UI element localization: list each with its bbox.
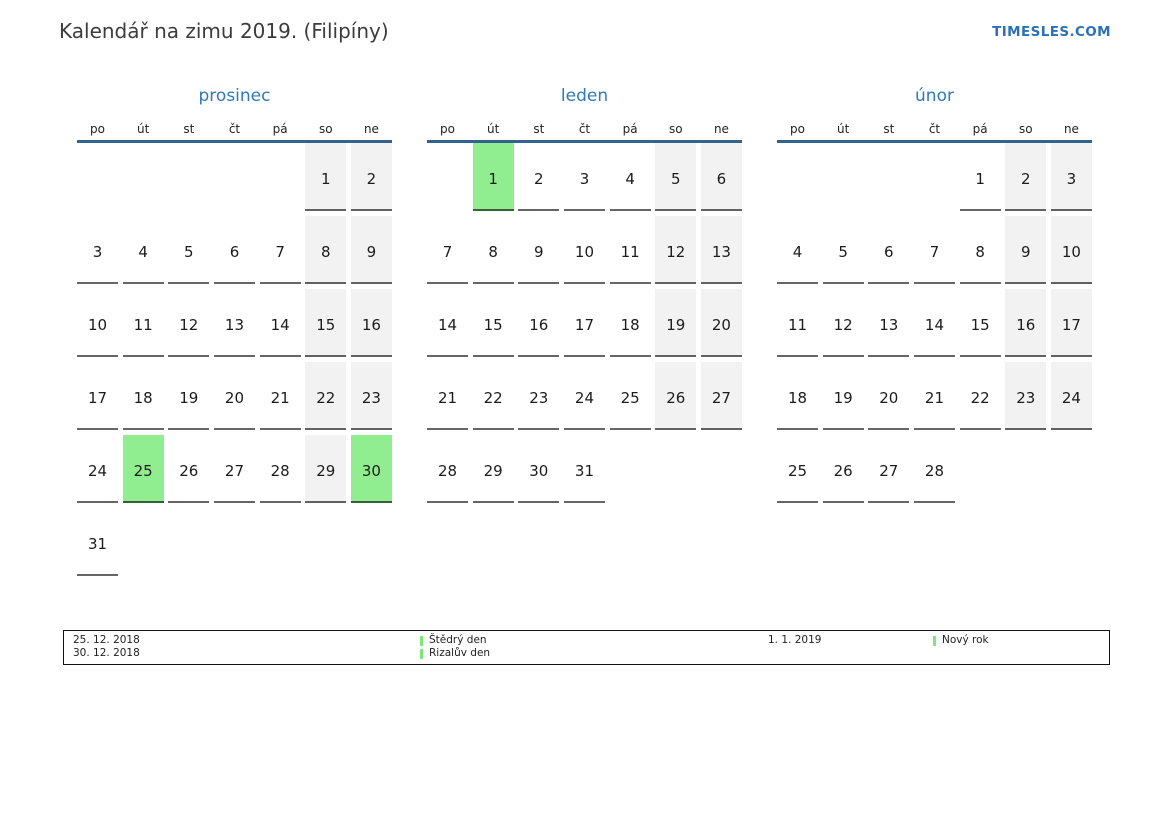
weekday-label: po [790,122,805,136]
day-cell: 12 [168,289,209,357]
weekend-day-cell: 1 [305,143,346,211]
empty-cell [1005,435,1046,503]
weekend-day-cell: 23 [351,362,392,430]
weekday-label: pá [972,122,988,136]
day-cell: 17 [77,362,118,430]
legend-events-column [420,634,490,660]
day-cell: 5 [823,216,864,284]
empty-cell [960,435,1001,503]
weekday-header-row [777,108,1092,143]
day-cell: 10 [564,216,605,284]
legend-box [63,630,1110,665]
legend-dates-column [768,634,821,647]
legend-date: 25. 12. 2018 [73,634,140,646]
day-cell: 18 [610,289,651,357]
weekday-label: ne [713,122,729,136]
weekday-label: út [837,122,850,136]
week-row [77,289,392,357]
day-cell: 24 [564,362,605,430]
weekend-day-cell: 19 [655,289,696,357]
empty-cell [701,435,742,503]
week-row [77,362,392,430]
day-cell: 8 [473,216,514,284]
week-row [427,143,742,211]
weekend-day-cell: 2 [351,143,392,211]
day-cell: 8 [960,216,1001,284]
weekend-day-cell: 9 [1005,216,1046,284]
day-cell: 21 [260,362,301,430]
day-cell: 14 [260,289,301,357]
weekend-day-cell: 16 [351,289,392,357]
empty-cell [914,143,955,211]
legend-color-bar [420,649,423,659]
day-cell: 23 [518,362,559,430]
empty-cell [260,143,301,211]
day-cell: 27 [868,435,909,503]
empty-cell [868,143,909,211]
weekend-day-cell: 5 [655,143,696,211]
month-title: leden [560,86,609,106]
day-cell: 4 [777,216,818,284]
weekend-day-cell: 12 [655,216,696,284]
month-calendar-prosinec [77,84,392,581]
page-title: Kalendář na zimu 2019. (Filipíny) [59,19,389,43]
weekday-label: st [883,122,895,136]
weekday-label: so [318,122,333,136]
day-cell: 2 [518,143,559,211]
day-cell: 18 [777,362,818,430]
weekend-day-cell: 10 [1051,216,1092,284]
day-cell: 5 [168,216,209,284]
empty-cell [305,508,346,576]
empty-cell [168,143,209,211]
empty-cell [777,143,818,211]
week-row [77,508,392,576]
weekday-label: pá [272,122,288,136]
empty-cell [351,508,392,576]
weekend-day-cell: 13 [701,216,742,284]
legend-event [420,634,490,647]
weekday-label: út [487,122,500,136]
day-cell: 12 [823,289,864,357]
legend-date: 30. 12. 2018 [73,647,140,659]
weekend-day-cell: 20 [701,289,742,357]
weekday-label: so [1018,122,1033,136]
weekend-day-cell: 6 [701,143,742,211]
day-cell: 22 [960,362,1001,430]
legend-date: 1. 1. 2019 [768,634,822,646]
day-cell: 26 [168,435,209,503]
month-title: prosinec [198,86,271,106]
weekend-day-cell: 23 [1005,362,1046,430]
day-cell: 27 [214,435,255,503]
weekend-day-cell: 15 [305,289,346,357]
weekday-label: ne [363,122,379,136]
weekend-day-cell: 22 [305,362,346,430]
day-cell: 13 [868,289,909,357]
weekday-label: ne [1063,122,1079,136]
empty-cell [123,508,164,576]
day-cell: 19 [168,362,209,430]
weekday-label: pá [622,122,638,136]
day-cell: 9 [518,216,559,284]
legend-event-label: Nový rok [942,634,989,646]
day-cell: 6 [868,216,909,284]
day-cell: 3 [77,216,118,284]
day-cell: 11 [610,216,651,284]
day-cell: 29 [473,435,514,503]
week-row [77,435,392,503]
week-row [427,216,742,284]
holiday-day-cell: 30 [351,435,392,503]
empty-cell [123,143,164,211]
weekend-day-cell: 24 [1051,362,1092,430]
weekday-label: po [90,122,105,136]
day-cell: 28 [427,435,468,503]
empty-cell [214,508,255,576]
day-cell: 11 [123,289,164,357]
legend-event-label: Štědrý den [429,634,487,646]
month-calendar-leden [427,84,742,508]
empty-cell [77,143,118,211]
weekend-day-cell: 27 [701,362,742,430]
day-cell: 6 [214,216,255,284]
day-cell: 19 [823,362,864,430]
empty-cell [168,508,209,576]
day-cell: 14 [914,289,955,357]
day-cell: 28 [260,435,301,503]
weekend-day-cell: 8 [305,216,346,284]
empty-cell [214,143,255,211]
legend-events-column [933,634,989,647]
legend-color-bar [933,636,936,646]
day-cell: 13 [214,289,255,357]
day-cell: 11 [777,289,818,357]
weekday-label: čt [578,122,591,136]
week-row [427,289,742,357]
day-cell: 26 [823,435,864,503]
legend-event-label: Rizalův den [429,647,491,659]
weekday-label: po [440,122,455,136]
legend-color-bar [420,636,423,646]
holiday-day-cell: 25 [123,435,164,503]
legend-event [420,647,490,660]
empty-cell [260,508,301,576]
day-cell: 1 [960,143,1001,211]
week-row [777,435,1092,503]
holiday-day-cell: 1 [473,143,514,211]
empty-cell [655,435,696,503]
week-row [777,143,1092,211]
week-row [427,362,742,430]
day-cell: 24 [77,435,118,503]
weekend-day-cell: 26 [655,362,696,430]
day-cell: 15 [960,289,1001,357]
weekend-day-cell: 29 [305,435,346,503]
day-cell: 25 [610,362,651,430]
weekday-header-row [77,108,392,143]
weekend-day-cell: 17 [1051,289,1092,357]
day-cell: 17 [564,289,605,357]
weekend-day-cell: 16 [1005,289,1046,357]
month-calendar-únor [777,84,1092,508]
empty-cell [823,143,864,211]
day-cell: 3 [564,143,605,211]
week-row [777,362,1092,430]
day-cell: 28 [914,435,955,503]
day-cell: 20 [868,362,909,430]
day-cell: 4 [123,216,164,284]
day-cell: 20 [214,362,255,430]
day-cell: 31 [564,435,605,503]
week-row [777,216,1092,284]
empty-cell [610,435,651,503]
day-cell: 18 [123,362,164,430]
day-cell: 30 [518,435,559,503]
weekend-day-cell: 2 [1005,143,1046,211]
day-cell: 7 [260,216,301,284]
day-cell: 31 [77,508,118,576]
day-cell: 15 [473,289,514,357]
day-cell: 22 [473,362,514,430]
day-cell: 21 [914,362,955,430]
day-cell: 21 [427,362,468,430]
week-row [427,435,742,503]
empty-cell [427,143,468,211]
day-cell: 14 [427,289,468,357]
day-cell: 25 [777,435,818,503]
weekday-header-row [427,108,742,143]
legend-dates-column [73,634,140,660]
day-cell: 7 [427,216,468,284]
weekday-label: st [183,122,195,136]
weekday-label: čt [228,122,241,136]
month-title: únor [915,86,954,106]
weekday-label: so [668,122,683,136]
week-row [77,143,392,211]
legend-event [933,634,989,647]
day-cell: 16 [518,289,559,357]
week-row [77,216,392,284]
site-link[interactable]: TIMESLES.COM [992,24,1111,40]
weekday-label: st [533,122,545,136]
day-cell: 10 [77,289,118,357]
weekend-day-cell: 9 [351,216,392,284]
weekday-label: čt [928,122,941,136]
day-cell: 7 [914,216,955,284]
empty-cell [1051,435,1092,503]
weekday-label: út [137,122,150,136]
week-row [777,289,1092,357]
weekend-day-cell: 3 [1051,143,1092,211]
day-cell: 4 [610,143,651,211]
